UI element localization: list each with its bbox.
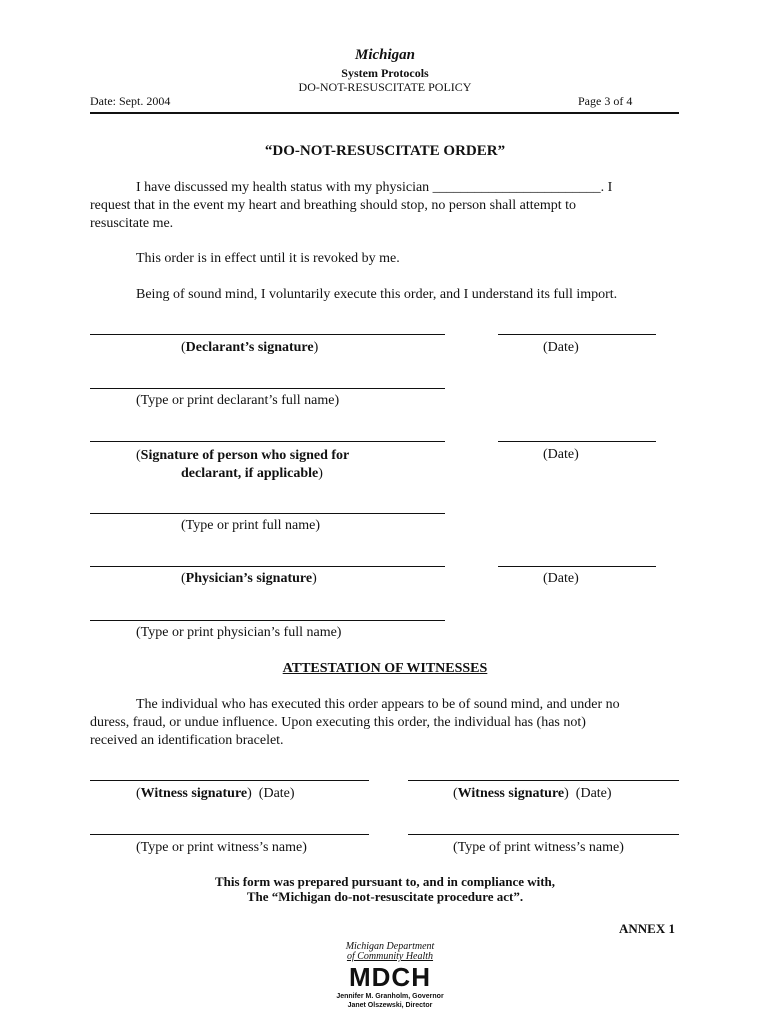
intro-line-3: resuscitate me.	[90, 216, 174, 231]
effect-statement: This order is in effect until it is revoked by me.	[136, 251, 400, 266]
declarant-signature-label: (Declarant’s signature)	[181, 340, 319, 355]
logo-mark: MDCH	[349, 962, 431, 992]
intro-line-2: request that in the event my heart and breathing should stop, no person shall attempt to	[90, 198, 577, 213]
witness1-signature-label: (Witness signature) (Date)	[136, 786, 295, 801]
header-date: Date: Sept. 2004	[90, 94, 171, 108]
declarant-name-line[interactable]	[90, 388, 445, 389]
witness1-name-line[interactable]	[90, 834, 369, 835]
attestation-title: ATTESTATION OF WITNESSES	[282, 661, 488, 676]
declarant-date-label: (Date)	[543, 340, 579, 355]
witness2-signature-line[interactable]	[408, 780, 679, 781]
proxy-date-line[interactable]	[498, 441, 656, 442]
proxy-name-line[interactable]	[90, 513, 445, 514]
witness1-name-label: (Type or print witness’s name)	[136, 840, 307, 855]
physician-date-line[interactable]	[498, 566, 656, 567]
declarant-name-label: (Type or print declarant’s full name)	[136, 393, 340, 408]
declarant-signature-line[interactable]	[90, 334, 445, 335]
witness2-name-label: (Type of print witness’s name)	[453, 840, 624, 855]
attestation-line-2: duress, fraud, or undue influence. Upon executing this order, the individual has (has not)	[90, 715, 586, 730]
mdch-logo	[320, 942, 460, 1010]
proxy-signature-line[interactable]	[90, 441, 445, 442]
intro-paragraph	[90, 179, 680, 233]
witness2-name-line[interactable]	[408, 834, 679, 835]
proxy-date-label: (Date)	[543, 447, 579, 462]
order-title: “DO-NOT-RESUSCITATE ORDER”	[264, 143, 506, 159]
attestation-line-3: received an identification bracelet.	[90, 733, 284, 748]
proxy-name-label: (Type or print full name)	[181, 518, 320, 533]
footer-line-2: The “Michigan do-not-resuscitate procedure act”.	[246, 889, 524, 904]
physician-signature-line[interactable]	[90, 566, 445, 567]
header-page-number: Page 3 of 4	[578, 94, 633, 108]
header-state: Michigan	[354, 47, 415, 63]
logo-director: Janet Olszewski, Director	[347, 1002, 433, 1009]
witness1-signature-line[interactable]	[90, 780, 369, 781]
physician-signature-label: (Physician’s signature)	[181, 571, 317, 586]
physician-name-line[interactable]	[90, 620, 445, 621]
annex-label: ANNEX 1	[619, 921, 675, 936]
footer-line-1: This form was prepared pursuant to, and in compliance with,	[214, 874, 556, 889]
header-policy: DO-NOT-RESUSCITATE POLICY	[298, 80, 472, 94]
physician-name-label: (Type or print physician’s full name)	[136, 625, 342, 640]
logo-dept-line-1: Michigan Department	[345, 941, 435, 952]
attestation-line-1: The individual who has executed this order appears to be of sound mind, and under no	[136, 697, 620, 712]
declarant-date-line[interactable]	[498, 334, 656, 335]
proxy-signature-label: (Signature of person who signed for declarant, if applicable)	[136, 448, 350, 481]
logo-governor: Jennifer M. Granholm, Governor	[336, 993, 444, 1000]
sound-mind-statement: Being of sound mind, I voluntarily execute this order, and I understand its full import.	[136, 287, 618, 302]
header-rule	[90, 112, 679, 114]
intro-line-1: I have discussed my health status with my physician ________________________. I	[136, 180, 613, 195]
logo-dept-line-2: of Community Health	[346, 951, 434, 962]
attestation-paragraph	[90, 696, 680, 750]
witness2-signature-label: (Witness signature) (Date)	[453, 786, 612, 801]
physician-date-label: (Date)	[543, 571, 579, 586]
header-subtitle: System Protocols	[341, 66, 429, 80]
